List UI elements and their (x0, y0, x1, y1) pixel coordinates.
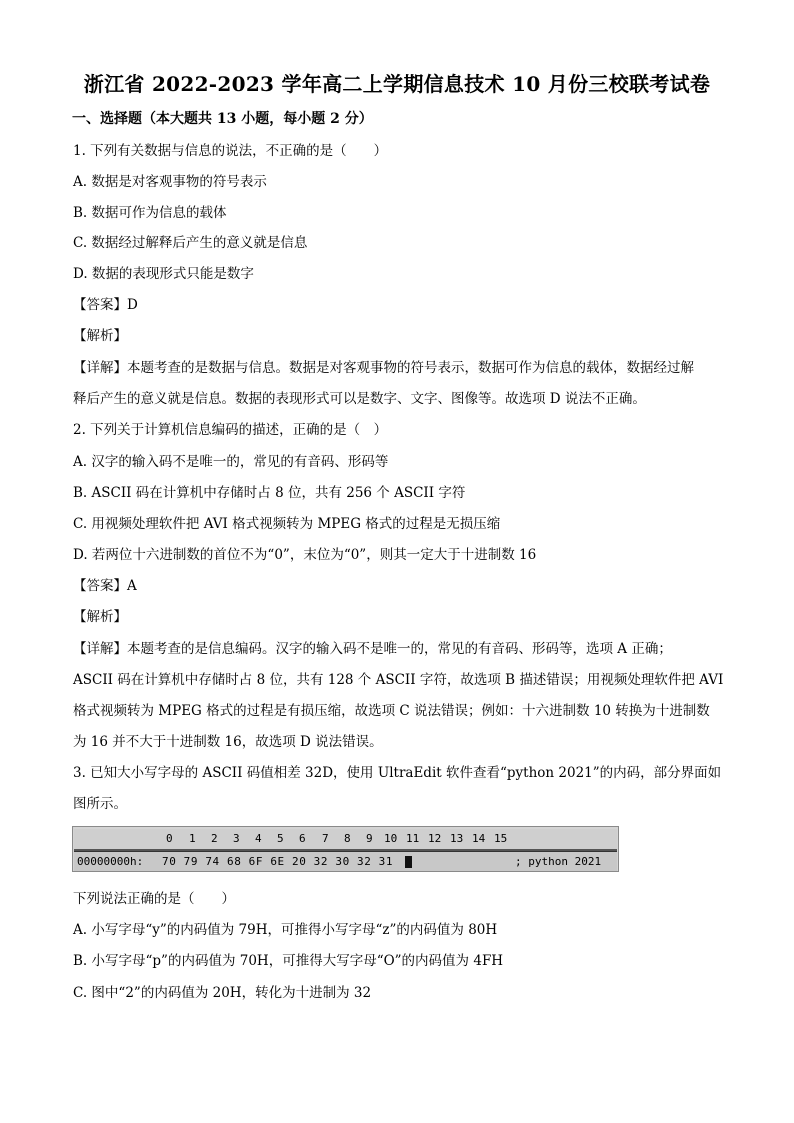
q2-detail-line: ASCII 码在计算机中存储时占 8 位，共有 128 个 ASCII 字符，故选项 B 描述错误；用视频处理软件把 AVI (73, 672, 724, 688)
hex-column-label: 8 (344, 832, 351, 845)
hex-data-row (74, 851, 617, 871)
q3-option-c: C. 图中“2”的内码值为 20H，转化为十进制为 32 (73, 985, 372, 1001)
q2-option-c: C. 用视频处理软件把 AVI 格式视频转为 MPEG 格式的过程是无损压缩 (73, 516, 501, 532)
page-title: 浙江省 2022-2023 学年高二上学期信息技术 10 月份三校联考试卷 (83, 72, 711, 96)
q2-option-b: B. ASCII 码在计算机中存储时占 8 位，共有 256 个 ASCII 字符 (73, 485, 466, 501)
hex-editor-figure (72, 826, 619, 872)
q1-answer: 【答案】D (73, 297, 138, 313)
q2-option-a: A. 汉字的输入码不是唯一的，常见的有音码、形码等 (73, 454, 389, 470)
hex-column-label: 3 (233, 832, 240, 845)
hex-column-label: 14 (472, 832, 486, 845)
q3-prompt: 下列说法正确的是（ ） (73, 891, 235, 907)
hex-column-label: 6 (299, 832, 306, 845)
q1-stem: 1. 下列有关数据与信息的说法，不正确的是（ ） (73, 143, 388, 159)
q2-option-d: D. 若两位十六进制数的首位不为“0”，末位为“0”，则其一定大于十进制数 16 (73, 547, 537, 563)
q2-detail-line: 为 16 并不大于十进制数 16，故选项 D 说法错误。 (73, 734, 383, 750)
q3-option-b: B. 小写字母“p”的内码值为 70H，可推得大写字母“O”的内码值为 4FH (73, 953, 504, 969)
section-heading: 一、选择题（本大题共 13 小题，每小题 2 分） (72, 111, 373, 127)
hex-offset: 00000000h: (77, 855, 144, 868)
hex-column-label: 13 (450, 832, 464, 845)
q1-analysis-label: 【解析】 (73, 328, 127, 344)
q2-detail-line: 【详解】本题考查的是信息编码。汉字的输入码不是唯一的，常见的有音码、形码等，选项 A 正确； (73, 641, 672, 657)
q2-answer: 【答案】A (73, 578, 137, 594)
hex-ascii-text: ; python 2021 (515, 855, 602, 868)
q2-detail-line: 格式视频转为 MPEG 格式的过程是有损压缩，故选项 C 说法错误；例如：十六进制数 10 转换为十进制数 (73, 703, 710, 719)
hex-column-label: 12 (428, 832, 442, 845)
hex-column-label: 2 (211, 832, 218, 845)
hex-column-label: 5 (277, 832, 284, 845)
hex-column-label: 9 (366, 832, 373, 845)
q3-stem: 3. 已知大小写字母的 ASCII 码值相差 32D，使用 UltraEdit 软件查看“python 2021”的内码，部分界面如 (73, 765, 722, 781)
q1-option-b: B. 数据可作为信息的载体 (73, 205, 227, 221)
q2-stem: 2. 下列关于计算机信息编码的描述，正确的是（ ） (73, 422, 388, 438)
q1-option-a: A. 数据是对客观事物的符号表示 (73, 174, 267, 190)
q3-stem-continued: 图所示。 (73, 796, 127, 812)
hex-bytes: 70 79 74 68 6F 6E 20 32 30 32 31 (162, 855, 394, 868)
q2-analysis-label: 【解析】 (73, 609, 127, 625)
q1-detail-line: 【详解】本题考查的是数据与信息。数据是对客观事物的符号表示，数据可作为信息的载体，数据经过解 (73, 360, 694, 376)
text-cursor (405, 856, 412, 868)
q1-option-c: C. 数据经过解释后产生的意义就是信息 (73, 235, 308, 251)
hex-column-ruler (74, 829, 617, 851)
q1-option-d: D. 数据的表现形式只能是数字 (73, 266, 254, 282)
hex-column-label: 11 (406, 832, 420, 845)
hex-column-label: 15 (494, 832, 508, 845)
hex-column-label: 7 (322, 832, 329, 845)
hex-column-label: 0 (166, 832, 173, 845)
q1-detail-line: 释后产生的意义就是信息。数据的表现形式可以是数字、文字、图像等。故选项 D 说法不正确。 (73, 391, 646, 407)
hex-column-label: 4 (255, 832, 262, 845)
hex-column-label: 10 (384, 832, 398, 845)
q3-option-a: A. 小写字母“y”的内码值为 79H，可推得小写字母“z”的内码值为 80H (73, 922, 498, 938)
hex-column-label: 1 (189, 832, 196, 845)
